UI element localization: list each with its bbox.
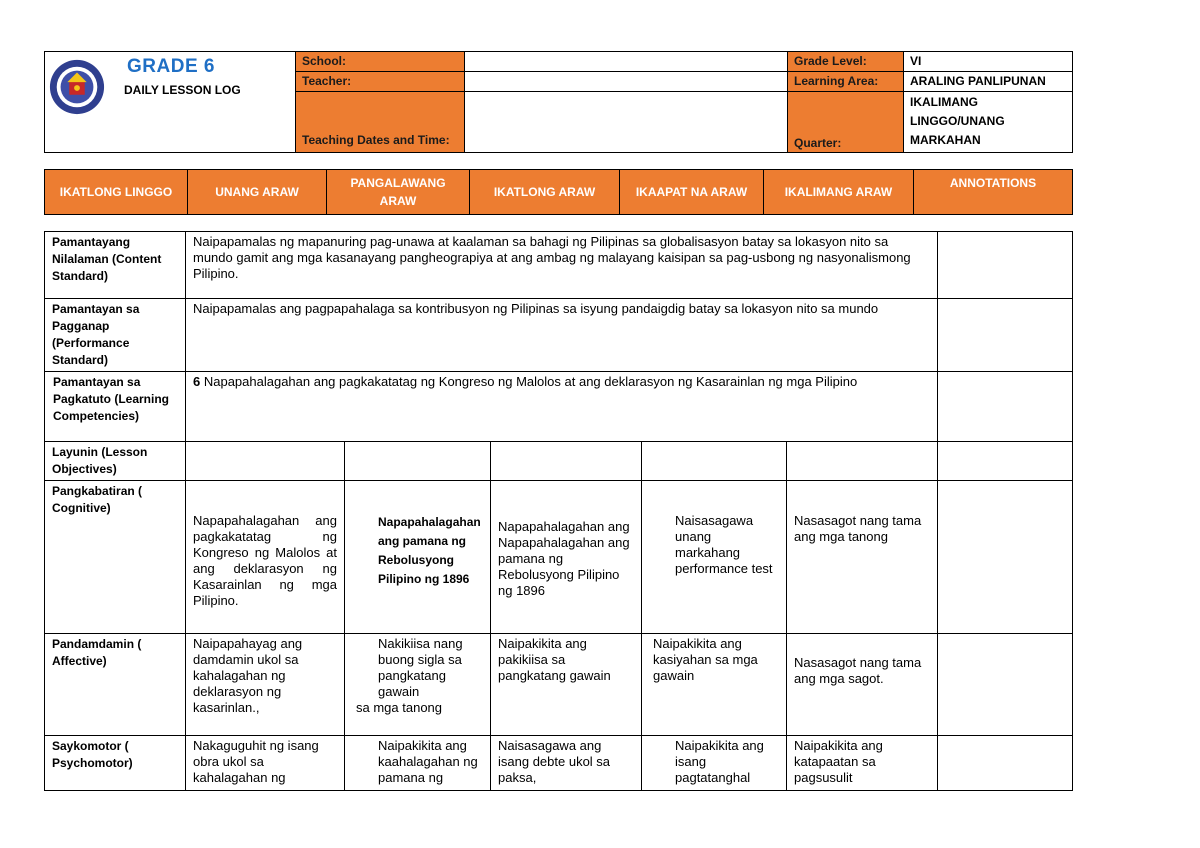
page-title: GRADE 6 <box>127 56 215 77</box>
content-standard-text: Naipapamalas ng mapanuring pag-unawa at kaalaman sa bahagi ng Pilipinas sa globalisasyon batay sa lokasyon nito sa mundo gamit ang mga kasanayang pangheograpiya at ang ambag ng malayang kaisipan sa pag-usbong ng nasyonalismong Pilipino. <box>186 232 938 299</box>
annotations-header: ANNOTATIONS <box>914 170 1073 215</box>
table-row <box>45 736 1073 791</box>
day-header-3: IKATLONG ARAW <box>470 170 620 215</box>
deped-seal-icon <box>48 58 106 116</box>
psychomotor-label: Saykomotor ( Psychomotor) <box>45 736 186 791</box>
affective-day-1 <box>186 634 345 736</box>
learning-competencies-label: Pamantayan sa Pagkatuto (Learning Competencies) <box>45 372 186 442</box>
affective-day-5 <box>787 634 938 736</box>
psychomotor-day-3-text: Naisasagawa ang isang debte ukol sa paksa, <box>498 738 611 785</box>
affective-day-2 <box>345 634 491 736</box>
learning-area-value: ARALING PANLIPUNAN <box>904 72 1073 92</box>
day-header-2: PANGALAWANG ARAW <box>327 170 470 215</box>
cognitive-day-3-text: Napapahalagahan ang Napapahalagahan ang pamana ng Rebolusyong Pilipino ng 1896 <box>498 519 630 598</box>
day-header-4: IKAAPAT NA ARAW <box>620 170 764 215</box>
psychomotor-day-5-text: Naipakikita ang katapaatan sa pagsusulit <box>794 738 883 785</box>
quarter-label: Quarter: <box>788 92 904 153</box>
objective-cell[interactable] <box>642 442 787 481</box>
objective-cell[interactable] <box>491 442 642 481</box>
school-label: School: <box>296 52 465 72</box>
table-row <box>45 232 1073 299</box>
annotation-cell[interactable] <box>938 736 1073 791</box>
psychomotor-day-2-text: Naipakikita ang kaahalagahan ng pamana ng <box>378 738 478 785</box>
learning-competencies-text: Napapahalagahan ang pagkakatatag ng Kongreso ng Malolos at ang deklarasyon ng Kasarainlan ng mga Pilipino <box>200 374 858 389</box>
affective-day-3-text: Naipakikita ang pakikiisa sa pangkatang gawain <box>498 636 611 683</box>
cognitive-day-4 <box>642 481 787 634</box>
grade-level-label: Grade Level: <box>788 52 904 72</box>
objective-cell[interactable] <box>186 442 345 481</box>
quarter-value: IKALIMANG LINGGO/UNANG MARKAHAN <box>904 92 1073 153</box>
cognitive-day-2 <box>345 481 491 634</box>
performance-standard-text: Naipapamalas ang pagpapahalaga sa kontribusyon ng Pilipinas sa isyung pandaigdig batay sa lokasyon nito sa mundo <box>186 299 938 372</box>
school-field[interactable] <box>465 52 788 72</box>
dates-label: Teaching Dates and Time: <box>296 92 465 153</box>
psychomotor-day-4-text: Naipakikita ang isang pagtatanghal <box>675 738 764 785</box>
grade-level-value: VI <box>904 52 1073 72</box>
annotation-cell[interactable] <box>938 481 1073 634</box>
annotation-cell[interactable] <box>938 299 1073 372</box>
annotation-cell[interactable] <box>938 372 1073 442</box>
day-header-5: IKALIMANG ARAW <box>764 170 914 215</box>
cognitive-day-2-text: Napapahalagahan ang pamana ng Rebolusyong Pilipino ng 1896 <box>378 515 481 586</box>
content-standard-label: Pamantayang Nilalaman (Content Standard) <box>45 232 186 299</box>
affective-day-5-text: Nasasagot nang tama ang mga sagot. <box>794 655 922 686</box>
psychomotor-day-1-text: Nakaguguhit ng isang obra ukol sa kahalagahan ng <box>193 738 319 785</box>
psychomotor-day-5 <box>787 736 938 791</box>
psychomotor-day-2 <box>345 736 491 791</box>
teacher-field[interactable] <box>465 72 788 92</box>
affective-day-4-text: Naipakikita ang kasiyahan sa mga gawain <box>653 636 758 683</box>
competency-number: 6 <box>193 374 201 389</box>
cognitive-day-1-text: Napapahalagahan ang pagkakatatag ng Kongreso ng Malolos at ang deklarasyon ng Kasarainlan ng mga Pilipino. <box>193 513 337 608</box>
performance-standard-label: Pamantayan sa Pagganap (Performance Standard) <box>45 299 186 372</box>
affective-day-2-text: Nakikiisa nang buong sigla sa pangkatang gawain <box>378 636 463 699</box>
cognitive-day-4-text: Naisasagawa unang markahang performance test <box>675 513 773 576</box>
affective-day-3 <box>491 634 642 736</box>
annotation-cell[interactable] <box>938 232 1073 299</box>
days-header <box>44 169 1073 215</box>
table-row <box>45 481 1073 634</box>
annotation-cell[interactable] <box>938 634 1073 736</box>
objectives-label: Layunin (Lesson Objectives) <box>45 442 186 481</box>
table-row <box>45 634 1073 736</box>
page-subtitle: DAILY LESSON LOG <box>124 83 241 97</box>
table-row <box>45 442 1073 481</box>
table-row <box>45 299 1073 372</box>
cognitive-day-5 <box>787 481 938 634</box>
teacher-label: Teacher: <box>296 72 465 92</box>
annotation-cell[interactable] <box>938 442 1073 481</box>
affective-day-2-extra: sa mga tanong <box>356 700 443 715</box>
table-row <box>45 372 1073 442</box>
day-header-week: IKATLONG LINGGO <box>45 170 188 215</box>
objective-cell[interactable] <box>345 442 491 481</box>
psychomotor-day-3 <box>491 736 642 791</box>
cognitive-label: Pangkabatiran ( Cognitive) <box>45 481 186 634</box>
affective-day-1-text: Naipapahayag ang damdamin ukol sa kahalagahan ng deklarasyon ng kasarinlan., <box>193 636 303 715</box>
day-header-1: UNANG ARAW <box>188 170 327 215</box>
psychomotor-day-4 <box>642 736 787 791</box>
lesson-table <box>44 231 1073 791</box>
brand-cell <box>45 52 296 153</box>
cognitive-day-5-text: Nasasagot nang tama ang mga tanong <box>794 513 922 544</box>
learning-area-label: Learning Area: <box>788 72 904 92</box>
cognitive-day-3 <box>491 481 642 634</box>
affective-day-4 <box>642 634 787 736</box>
affective-label: Pandamdamin ( Affective) <box>45 634 186 736</box>
learning-competencies-cell <box>186 372 938 442</box>
header-table <box>44 51 1073 153</box>
psychomotor-day-1 <box>186 736 345 791</box>
objective-cell[interactable] <box>787 442 938 481</box>
cognitive-day-1 <box>186 481 345 634</box>
dates-field[interactable] <box>465 92 788 153</box>
